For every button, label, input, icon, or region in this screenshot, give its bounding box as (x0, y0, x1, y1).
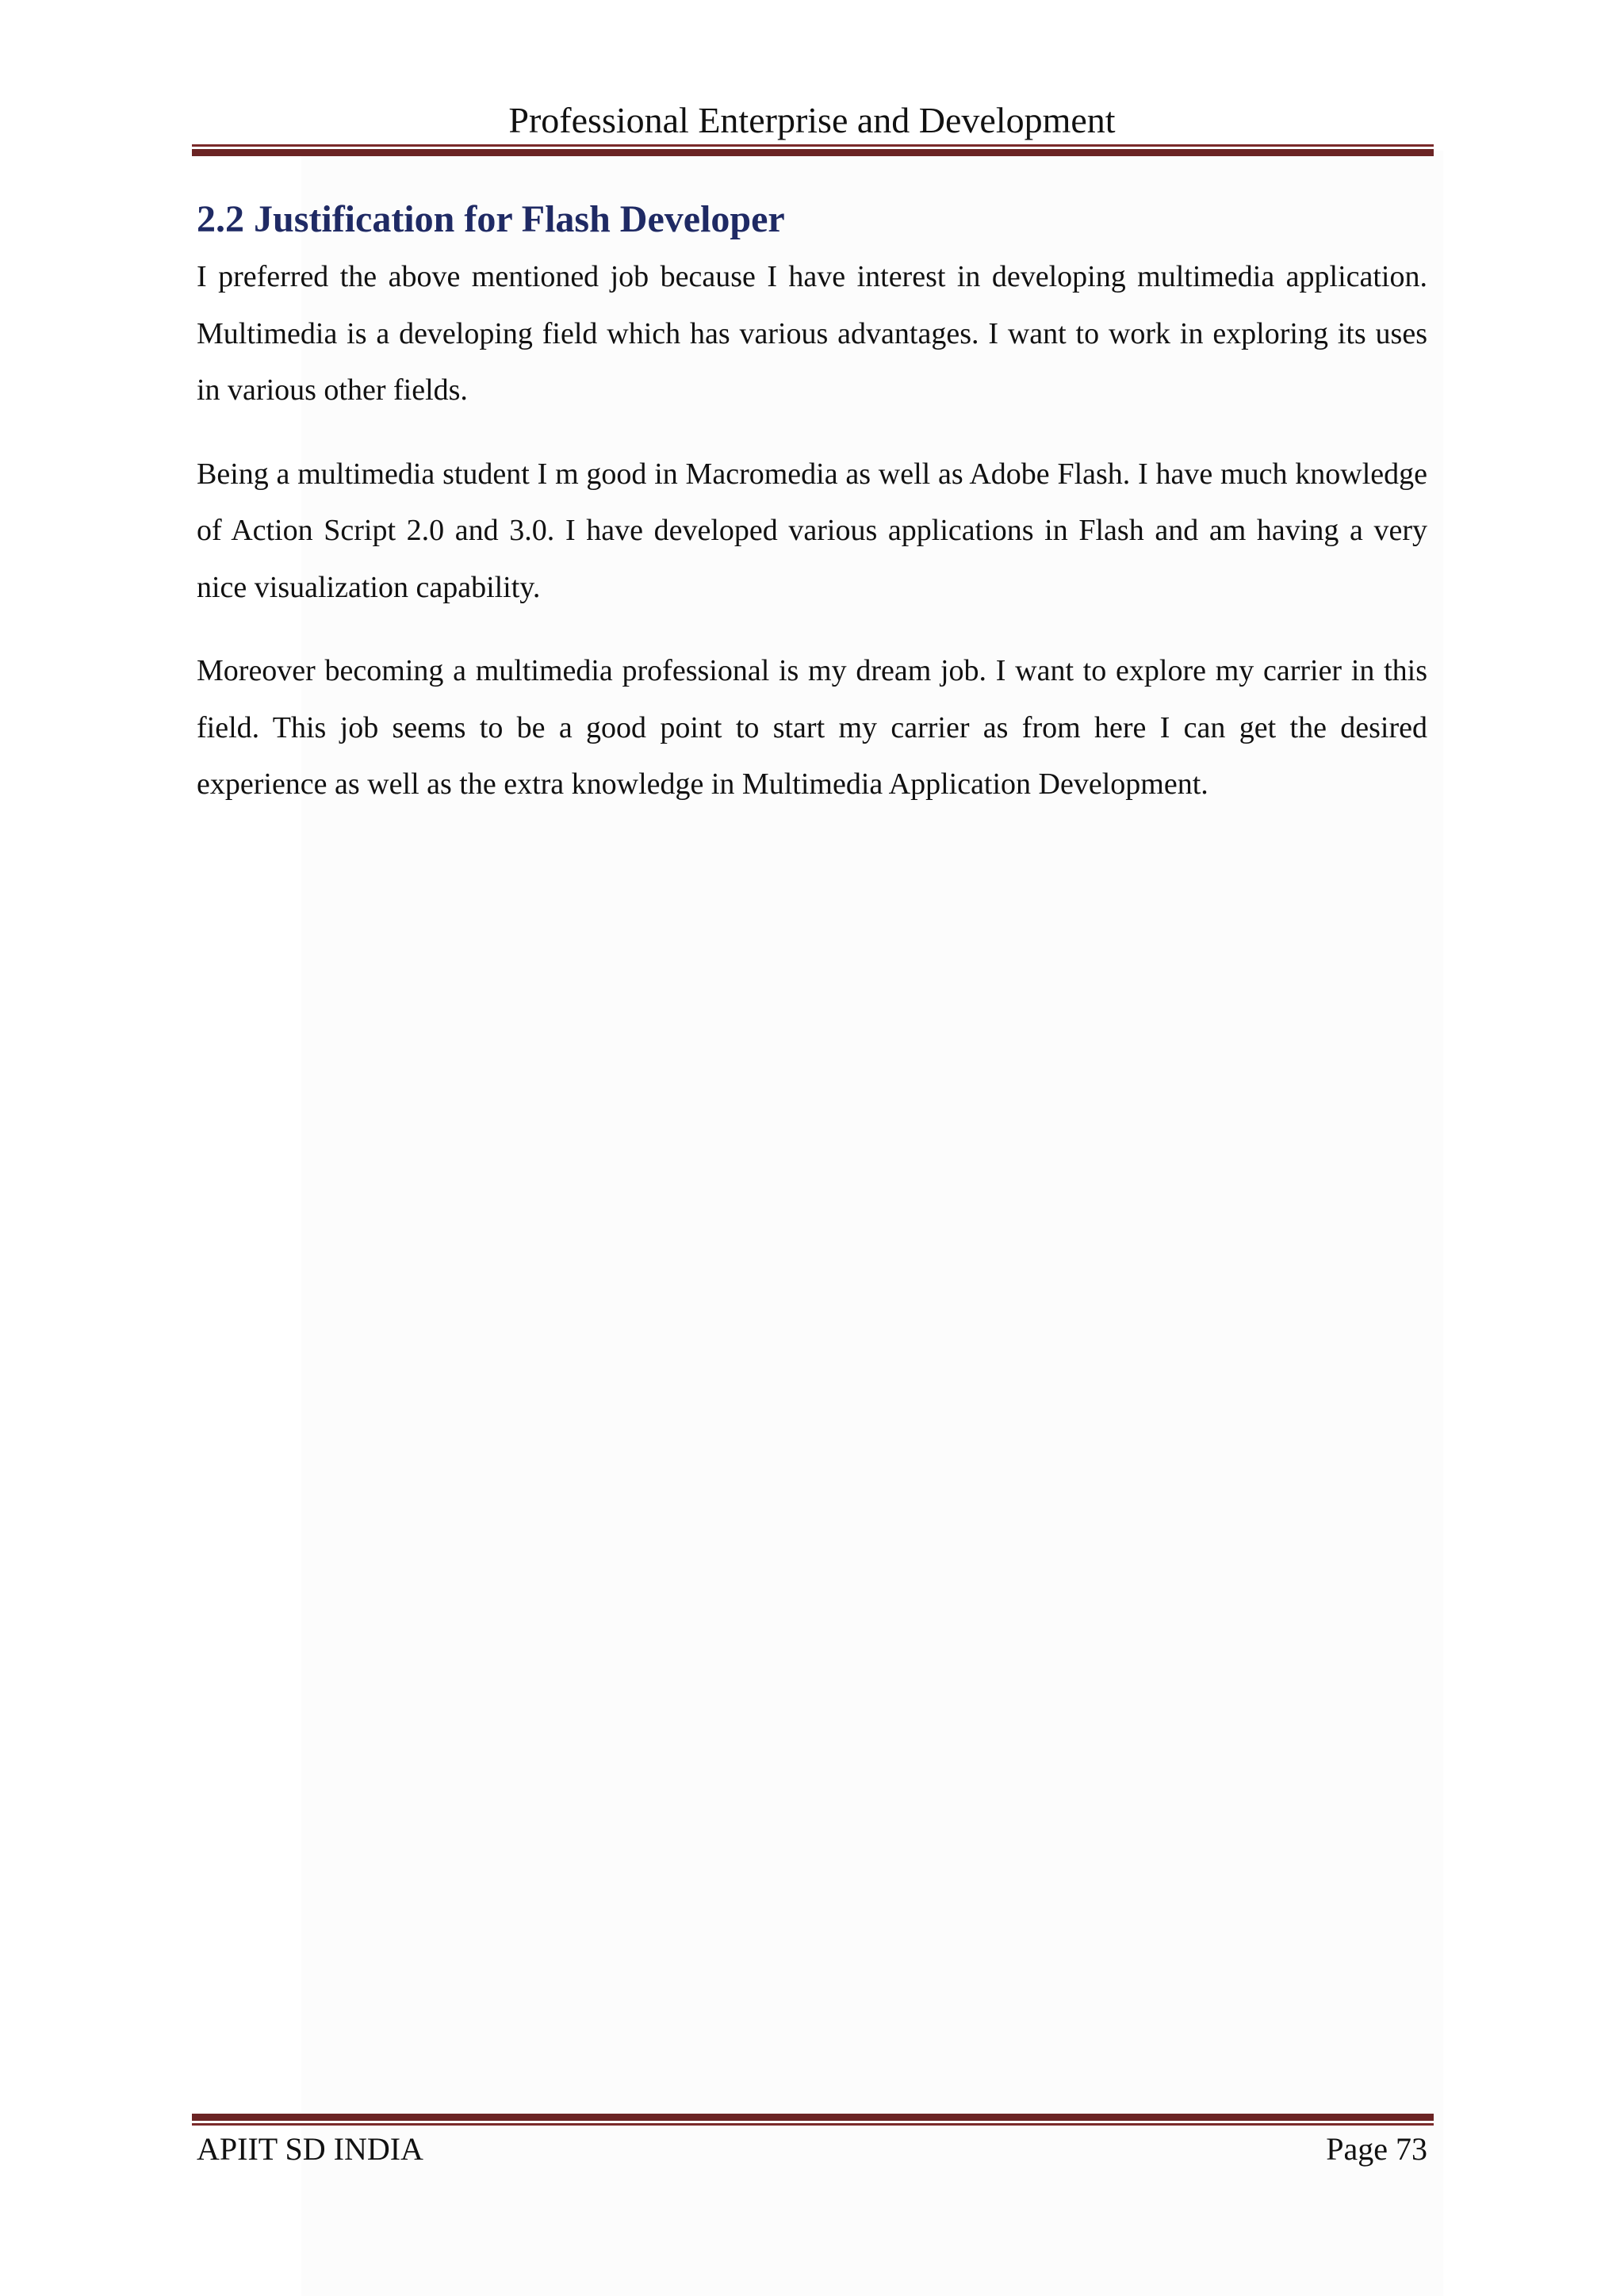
paragraph-career-goal: Moreover becoming a multimedia professional is my dream job. I want to explore my carrier in this field. This job seems to be a good point to start my carrier as from here I can get the desired experience as well as the extra knowledge in Multimedia Application Development. (197, 654, 1427, 801)
footer-page-number: Page 73 (1326, 2131, 1427, 2167)
paragraph-skills: Being a multimedia student I m good in Macromedia as well as Adobe Flash. I have much knowledge of Action Script 2.0 and 3.0. I have developed various applications in Flash and am having a very nice visualization capability. (197, 457, 1427, 604)
footer-rule (192, 2114, 1434, 2126)
section-heading: 2.2 Justification for Flash Developer (197, 198, 785, 240)
page-content (197, 193, 1427, 840)
paragraph-interest: I preferred the above mentioned job because I have interest in developing multimedia application. Multimedia is a developing field which has various advantages. I want to work in exploring its uses in various other fields. (197, 260, 1427, 407)
header-rule (192, 144, 1434, 156)
footer-organization: APIIT SD INDIA (197, 2131, 423, 2167)
running-header-title: Professional Enterprise and Development (508, 100, 1116, 140)
